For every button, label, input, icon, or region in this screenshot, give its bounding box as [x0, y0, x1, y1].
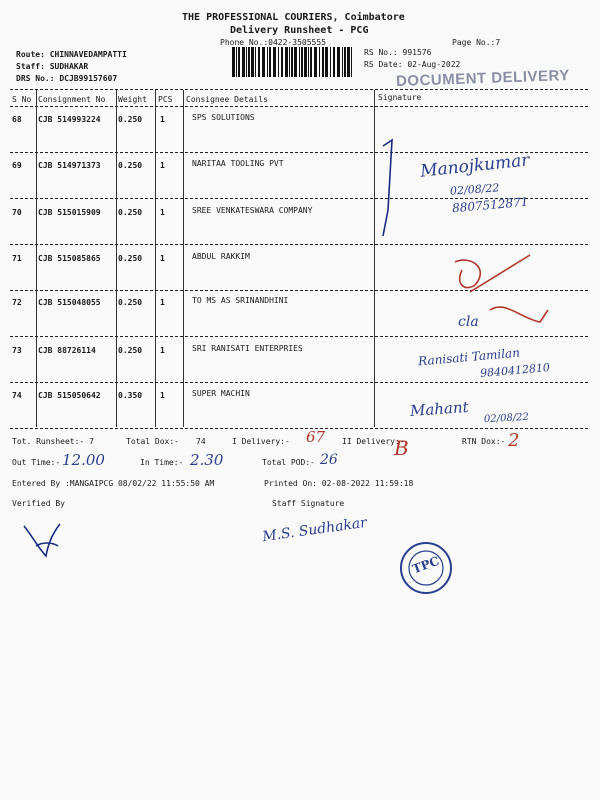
i-delivery-label: I Delivery:-	[232, 437, 290, 446]
row-consignee: TO MS AS SRINANDHINI	[192, 296, 289, 305]
route-label: Route: CHINNAVEDAMPATTI	[16, 50, 127, 59]
handwritten-phone: 8807512871	[451, 194, 529, 216]
handwritten-phone: 9840412810	[479, 360, 551, 381]
out-time-label: Out Time:-	[12, 458, 61, 467]
staff-signature-label: Staff Signature	[272, 499, 345, 508]
row-sno: 71	[12, 254, 22, 263]
signature-cla: cla	[458, 314, 479, 330]
ii-delivery-handwritten: B	[394, 436, 409, 460]
total-runsheet: Tot. Runsheet:- 7	[12, 437, 94, 446]
row-consignment: CJB 514993224	[38, 115, 101, 124]
staff-label: Staff: SUDHAKAR	[16, 62, 89, 71]
company-seal	[398, 540, 454, 596]
row-sno: 69	[12, 161, 22, 170]
document-delivery-stamp: DOCUMENT DELIVERY	[395, 66, 571, 91]
row-sno: 74	[12, 391, 22, 400]
row-consignee: SPS SOLUTIONS	[192, 113, 255, 122]
row-consignment: CJB 515050642	[38, 391, 101, 400]
rs-number: RS No.: 991576	[364, 48, 432, 57]
staff-signature-handwritten: M.S. Sudhakar	[261, 514, 368, 546]
seal-text: TPC	[410, 553, 442, 577]
total-dox-value: 74	[196, 437, 206, 446]
handwritten-date: 02/08/22	[483, 411, 530, 426]
signature-manojkumar: Manojkumar	[419, 150, 531, 182]
signature-mahant: Mahant	[409, 397, 470, 421]
printed-on: Printed On: 02-08-2022 11:59:18	[264, 479, 414, 488]
row-consignee: NARITAA TOOLING PVT	[192, 159, 284, 168]
col-header-signature: Signature	[378, 93, 422, 102]
row-weight: 0.250	[118, 115, 143, 124]
row-sno: 70	[12, 208, 22, 217]
row-weight: 0.250	[118, 208, 143, 217]
row-consignee: SREE VENKATESWARA COMPANY	[192, 206, 313, 215]
col-header-pcs: PCS	[158, 95, 173, 104]
out-time-handwritten: 12.00	[62, 451, 105, 469]
row-weight: 0.250	[118, 254, 143, 263]
total-pod-label: Total POD:-	[262, 458, 315, 467]
signature-ranisati: Ranisati Tamilan	[417, 345, 521, 369]
row-weight: 0.350	[118, 391, 143, 400]
row-consignment: CJB 515048055	[38, 298, 101, 307]
drs-number: DRS No.: DCJB99157607	[16, 74, 118, 83]
col-header-sno: S No	[12, 95, 32, 104]
col-header-consignment: Consignment No	[38, 95, 106, 104]
i-delivery-handwritten: 67	[306, 428, 326, 446]
row-pcs: 1	[160, 298, 165, 307]
row-pcs: 1	[160, 161, 165, 170]
row-pcs: 1	[160, 208, 165, 217]
row-pcs: 1	[160, 115, 165, 124]
entered-by: Entered By :MANGAIPCG 08/02/22 11:55:50 AM	[12, 479, 215, 488]
row-consignment: CJB 515085865	[38, 254, 101, 263]
row-sno: 68	[12, 115, 22, 124]
row-pcs: 1	[160, 254, 165, 263]
verified-by-label: Verified By	[12, 499, 65, 508]
row-weight: 0.250	[118, 161, 143, 170]
row-pcs: 1	[160, 391, 165, 400]
ii-delivery-label: II Delivery:-	[342, 437, 405, 446]
phone-number: Phone No.:0422-3505555	[220, 38, 326, 47]
page-number: Page No.:7	[452, 38, 501, 47]
in-time-handwritten: 2.30	[190, 451, 224, 469]
row-pcs: 1	[160, 346, 165, 355]
row-consignment: CJB 515015909	[38, 208, 101, 217]
col-header-weight: Weight	[118, 95, 147, 104]
row-consignee: SRI RANISATI ENTERPRIES	[192, 344, 303, 353]
row-sno: 72	[12, 298, 22, 307]
col-header-consignee: Consignee Details	[186, 95, 268, 104]
company-title: THE PROFESSIONAL COURIERS, Coimbatore	[182, 12, 405, 23]
row-consignee: SUPER MACHIN	[192, 389, 250, 398]
row-weight: 0.250	[118, 346, 143, 355]
handwritten-date: 02/08/22	[449, 181, 500, 198]
row-sno: 73	[12, 346, 22, 355]
rtn-dox-handwritten: 2	[508, 430, 520, 451]
total-dox-label: Total Dox:-	[126, 437, 179, 446]
verified-signature	[18, 516, 78, 566]
total-pod-handwritten: 26	[320, 452, 338, 468]
rs-date: RS Date: 02-Aug-2022	[364, 60, 461, 69]
row-consignment: CJB 514971373	[38, 161, 101, 170]
row-consignment: CJB 88726114	[38, 346, 96, 355]
runsheet-subtitle: Delivery Runsheet - PCG	[230, 25, 369, 36]
row-weight: 0.250	[118, 298, 143, 307]
rtn-dox-label: RTN Dox:-	[462, 437, 506, 446]
row-consignee: ABDUL RAKKIM	[192, 252, 250, 261]
in-time-label: In Time:-	[140, 458, 184, 467]
